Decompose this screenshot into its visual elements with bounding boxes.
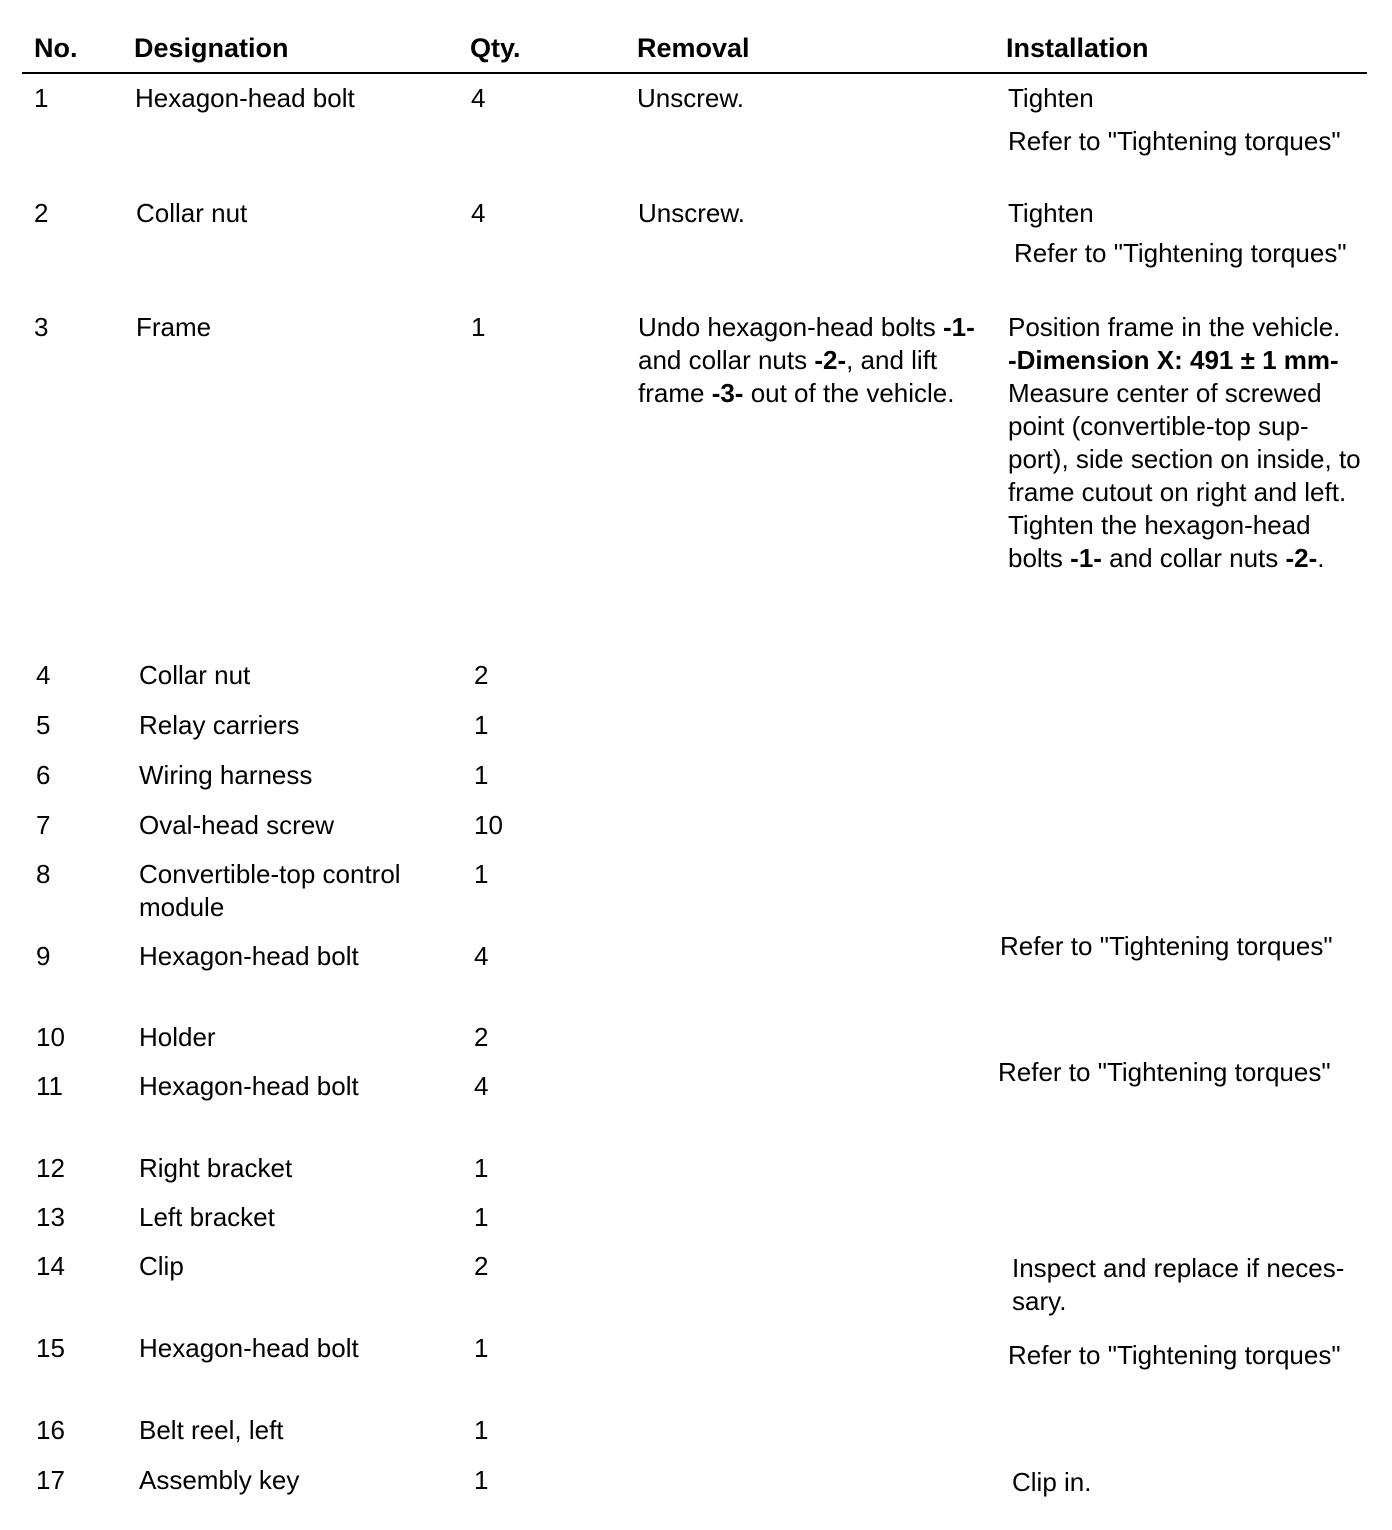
row-qty: 1	[474, 859, 489, 889]
row-designation: Relay carriers	[139, 710, 300, 740]
row-designation: Left bracket	[139, 1202, 275, 1232]
row-installation-note: Refer to "Tightening torques"	[1014, 238, 1347, 268]
installation-text: Measure center of screwed point (convertible-top sup-port), side section on inside, to frame cutout on right and left. Tighten the hexagon-head bolts	[1008, 378, 1361, 573]
row-designation: Right bracket	[139, 1153, 293, 1183]
row-number: 11	[36, 1071, 63, 1101]
header-qty: Qty.	[470, 33, 521, 63]
header-removal: Removal	[637, 33, 750, 63]
row-number: 7	[36, 810, 51, 840]
row-qty: 1	[471, 312, 486, 342]
removal-text: out of the vehicle.	[743, 378, 955, 408]
removal-ref-frame: -3-	[711, 378, 744, 408]
row-removal: Unscrew.	[638, 198, 745, 228]
row-qty: 1	[474, 1153, 489, 1183]
row-qty: 1	[474, 1333, 489, 1363]
row-installation: Refer to "Tightening torques"	[998, 1057, 1331, 1087]
installation-measure-text	[1008, 377, 1368, 575]
row-number: 14	[36, 1251, 65, 1281]
row-installation	[1008, 311, 1368, 575]
row-designation: Assembly key	[139, 1465, 300, 1495]
installation-ref-nuts: -2-	[1285, 543, 1318, 573]
row-number: 13	[36, 1202, 65, 1232]
row-designation: Oval-head screw	[139, 810, 335, 840]
row-installation-continued: sary.	[1012, 1286, 1067, 1316]
installation-dimension: -Dimension X: 491 ± 1 mm-	[1008, 345, 1339, 375]
row-designation: Clip	[139, 1251, 184, 1281]
row-designation: Convertible-top control	[139, 859, 401, 889]
installation-position-text: Position frame in the vehicle.	[1008, 312, 1341, 342]
row-designation: Hexagon-head bolt	[135, 83, 355, 113]
row-designation: Holder	[139, 1022, 216, 1052]
row-number: 9	[36, 941, 51, 971]
row-qty: 4	[471, 83, 486, 113]
row-number: 4	[36, 660, 51, 690]
row-number: 8	[36, 859, 51, 889]
row-qty: 4	[474, 1071, 489, 1101]
row-installation-note: Refer to "Tightening torques"	[1008, 126, 1341, 156]
header-no: No.	[34, 33, 78, 63]
row-qty: 4	[471, 198, 486, 228]
row-number: 6	[36, 760, 51, 790]
row-qty: 1	[474, 1202, 489, 1232]
row-designation: Collar nut	[139, 660, 251, 690]
table-header	[0, 0, 1392, 74]
row-number: 15	[36, 1333, 65, 1363]
row-number: 2	[34, 198, 49, 228]
header-designation: Designation	[134, 33, 289, 63]
row-designation: Hexagon-head bolt	[139, 941, 359, 971]
row-qty: 1	[474, 1465, 489, 1495]
row-qty: 10	[474, 810, 503, 840]
row-designation: Wiring harness	[139, 760, 313, 790]
row-qty: 1	[474, 760, 489, 790]
row-number: 10	[36, 1022, 65, 1052]
row-designation: Collar nut	[136, 198, 248, 228]
removal-ref-bolts: -1-	[943, 312, 975, 342]
removal-ref-nuts: -2-	[814, 345, 847, 375]
row-qty: 2	[474, 660, 489, 690]
removal-text: , and lift frame	[638, 345, 938, 408]
row-designation: Frame	[136, 312, 212, 342]
row-number: 3	[34, 312, 49, 342]
row-removal: Unscrew.	[637, 83, 744, 113]
installation-ref-bolts: -1-	[1070, 543, 1102, 573]
row-installation: Clip in.	[1012, 1467, 1092, 1497]
row-installation: Tighten	[1008, 198, 1094, 228]
installation-text: .	[1317, 543, 1325, 573]
row-qty: 2	[474, 1022, 489, 1052]
row-qty: 1	[474, 710, 489, 740]
header-installation: Installation	[1006, 33, 1149, 63]
row-number: 16	[36, 1415, 65, 1445]
row-designation: Hexagon-head bolt	[139, 1333, 359, 1363]
row-installation: Tighten	[1008, 83, 1094, 113]
row-qty: 1	[474, 1415, 489, 1445]
row-number: 1	[34, 83, 49, 113]
row-removal	[638, 311, 993, 410]
installation-text: and collar nuts	[1101, 543, 1286, 573]
row-qty: 2	[474, 1251, 489, 1281]
row-number: 12	[36, 1153, 65, 1183]
row-qty: 4	[474, 941, 489, 971]
row-designation: Belt reel, left	[139, 1415, 284, 1445]
removal-text: and collar nuts	[638, 345, 815, 375]
row-installation: Refer to "Tightening torques"	[1008, 1340, 1341, 1370]
row-number: 5	[36, 710, 51, 740]
removal-text: Undo hexagon-head bolts	[638, 312, 944, 342]
row-number: 17	[36, 1465, 65, 1495]
row-designation: Hexagon-head bolt	[139, 1071, 359, 1101]
header-rule	[22, 72, 1367, 74]
row-installation: Inspect and replace if neces-	[1012, 1253, 1345, 1283]
row-designation-continued: module	[139, 892, 225, 922]
row-installation: Refer to "Tightening torques"	[1000, 931, 1333, 961]
